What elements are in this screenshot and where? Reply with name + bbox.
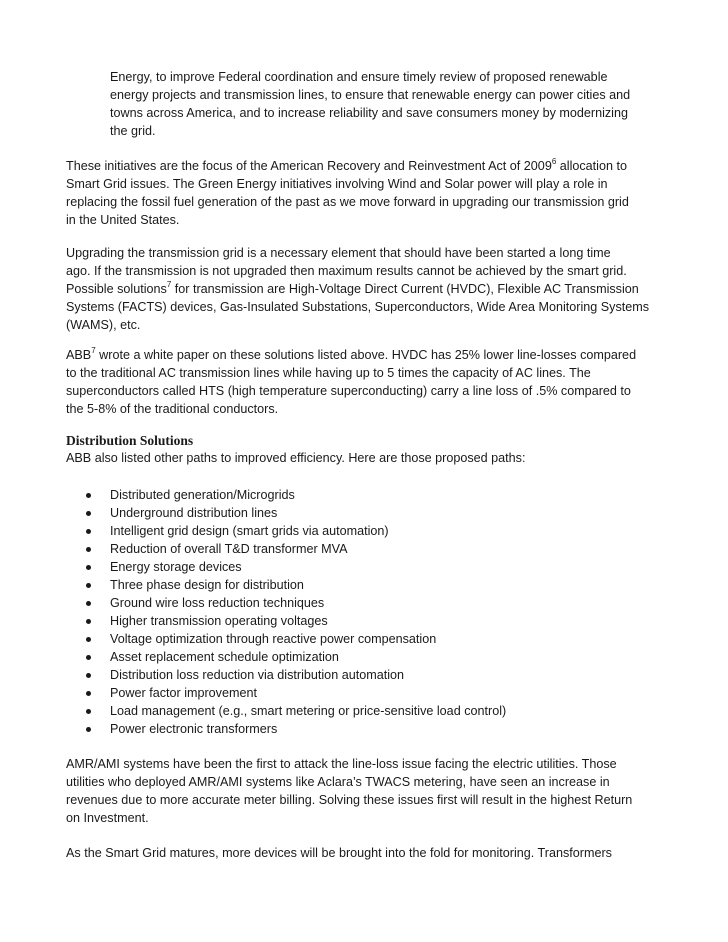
text-line: Smart Grid issues. The Green Energy initiatives involving Wind and Solar power will play a role in (66, 177, 608, 191)
final-paragraph (66, 844, 662, 862)
text-line: the grid. (110, 124, 156, 138)
list-item (86, 558, 506, 576)
list-item (86, 540, 506, 558)
list-item (86, 504, 506, 522)
text-line: on Investment. (66, 811, 149, 825)
list-item-text: Reduction of overall T&D transformer MVA (110, 542, 348, 556)
bullet-icon (86, 673, 91, 678)
text-line (66, 346, 662, 364)
list-item (86, 594, 506, 612)
list-item (86, 522, 506, 540)
bullet-icon (86, 727, 91, 732)
text-fragment: These initiatives are the focus of the American Recovery and Reinvestment Act of 2009 (66, 159, 552, 173)
bullet-icon (86, 637, 91, 642)
text-line: As the Smart Grid matures, more devices will be brought into the fold for monitoring. Transformers (66, 846, 612, 860)
text-line: Upgrading the transmission grid is a necessary element that should have been started a long time (66, 246, 611, 260)
list-item (86, 648, 506, 666)
list-item (86, 630, 506, 648)
upgrading-paragraph (66, 244, 662, 334)
list-item-text: Intelligent grid design (smart grids via automation) (110, 524, 389, 538)
bullet-icon (86, 619, 91, 624)
amr-paragraph (66, 755, 662, 827)
list-item-text: Distributed generation/Microgrids (110, 488, 295, 502)
text-fragment: Possible solutions (66, 282, 167, 296)
list-item (86, 684, 506, 702)
text-line: superconductors called HTS (high temperature superconducting) carry a line loss of .5% compared to (66, 384, 631, 398)
text-fragment: for transmission are High-Voltage Direct Current (HVDC), Flexible AC Transmission (171, 282, 639, 296)
text-fragment: ABB (66, 348, 92, 362)
solutions-list (86, 486, 506, 738)
footnote-ref: 7 (166, 280, 172, 289)
list-item-text: Energy storage devices (110, 560, 242, 574)
bullet-icon (86, 709, 91, 714)
text-line: to the traditional AC transmission lines while having up to 5 times the capacity of AC lines. The (66, 366, 591, 380)
list-item-text: Load management (e.g., smart metering or price-sensitive load control) (110, 704, 507, 718)
list-item-text: Ground wire loss reduction techniques (110, 596, 325, 610)
text-line: revenues due to more accurate meter billing. Solving these issues first will result in the highest Return (66, 793, 633, 807)
bullet-icon (86, 565, 91, 570)
text-line: (WAMS), etc. (66, 318, 141, 332)
list-item-text: Power factor improvement (110, 686, 257, 700)
text-line: the 5-8% of the traditional conductors. (66, 402, 279, 416)
text-line: energy projects and transmission lines, to ensure that renewable energy can power cities and (110, 88, 631, 102)
footnote-ref: 6 (551, 157, 557, 166)
section-heading: Distribution Solutions (66, 433, 194, 448)
distribution-intro (66, 449, 662, 467)
text-line: utilities who deployed AMR/AMI systems like Aclara’s TWACS metering, have seen an increase in (66, 775, 610, 789)
bullet-icon (86, 691, 91, 696)
list-item-text: Voltage optimization through reactive power compensation (110, 632, 437, 646)
text-line: Systems (FACTS) devices, Gas-Insulated Substations, Superconductors, Wide Area Monitoring Systems (66, 300, 650, 314)
list-item-text: Distribution loss reduction via distribution automation (110, 668, 405, 682)
text-line: in the United States. (66, 213, 180, 227)
list-item-text: Higher transmission operating voltages (110, 614, 328, 628)
bullet-icon (86, 583, 91, 588)
list-item-text: Three phase design for distribution (110, 578, 304, 592)
list-item-text: Power electronic transformers (110, 722, 278, 736)
list-item-text: Underground distribution lines (110, 506, 278, 520)
bullet-icon (86, 493, 91, 498)
text-fragment: wrote a white paper on these solutions listed above. HVDC has 25% lower line-losses compared (95, 348, 637, 362)
text-line: ABB also listed other paths to improved efficiency. Here are those proposed paths: (66, 451, 526, 465)
text-line: ago. If the transmission is not upgraded then maximum results cannot be achieved by the smart grid. (66, 264, 627, 278)
bullet-icon (86, 529, 91, 534)
text-line: replacing the fossil fuel generation of the past as we move forward in upgrading our transmission grid (66, 195, 629, 209)
text-line (66, 157, 662, 175)
text-line: towns across America, and to increase reliability and save consumers money by modernizing (110, 106, 628, 120)
bullet-icon (86, 547, 91, 552)
bullet-icon (86, 601, 91, 606)
list-item-text: Asset replacement schedule optimization (110, 650, 339, 664)
abb-paragraph (66, 346, 662, 418)
intro-indented-paragraph (110, 68, 660, 140)
list-item (86, 666, 506, 684)
list-item (86, 486, 506, 504)
bullet-icon (86, 655, 91, 660)
list-item (86, 612, 506, 630)
footnote-ref: 7 (91, 346, 96, 355)
text-line (66, 280, 662, 298)
list-item (86, 576, 506, 594)
list-item (86, 702, 506, 720)
text-line: Energy, to improve Federal coordination and ensure timely review of proposed renewable (110, 70, 608, 84)
bullet-icon (86, 511, 91, 516)
list-item (86, 720, 506, 738)
text-fragment: allocation to (556, 159, 627, 173)
text-line: AMR/AMI systems have been the first to attack the line-loss issue facing the electric utilities. Those (66, 757, 617, 771)
initiatives-paragraph (66, 157, 662, 229)
